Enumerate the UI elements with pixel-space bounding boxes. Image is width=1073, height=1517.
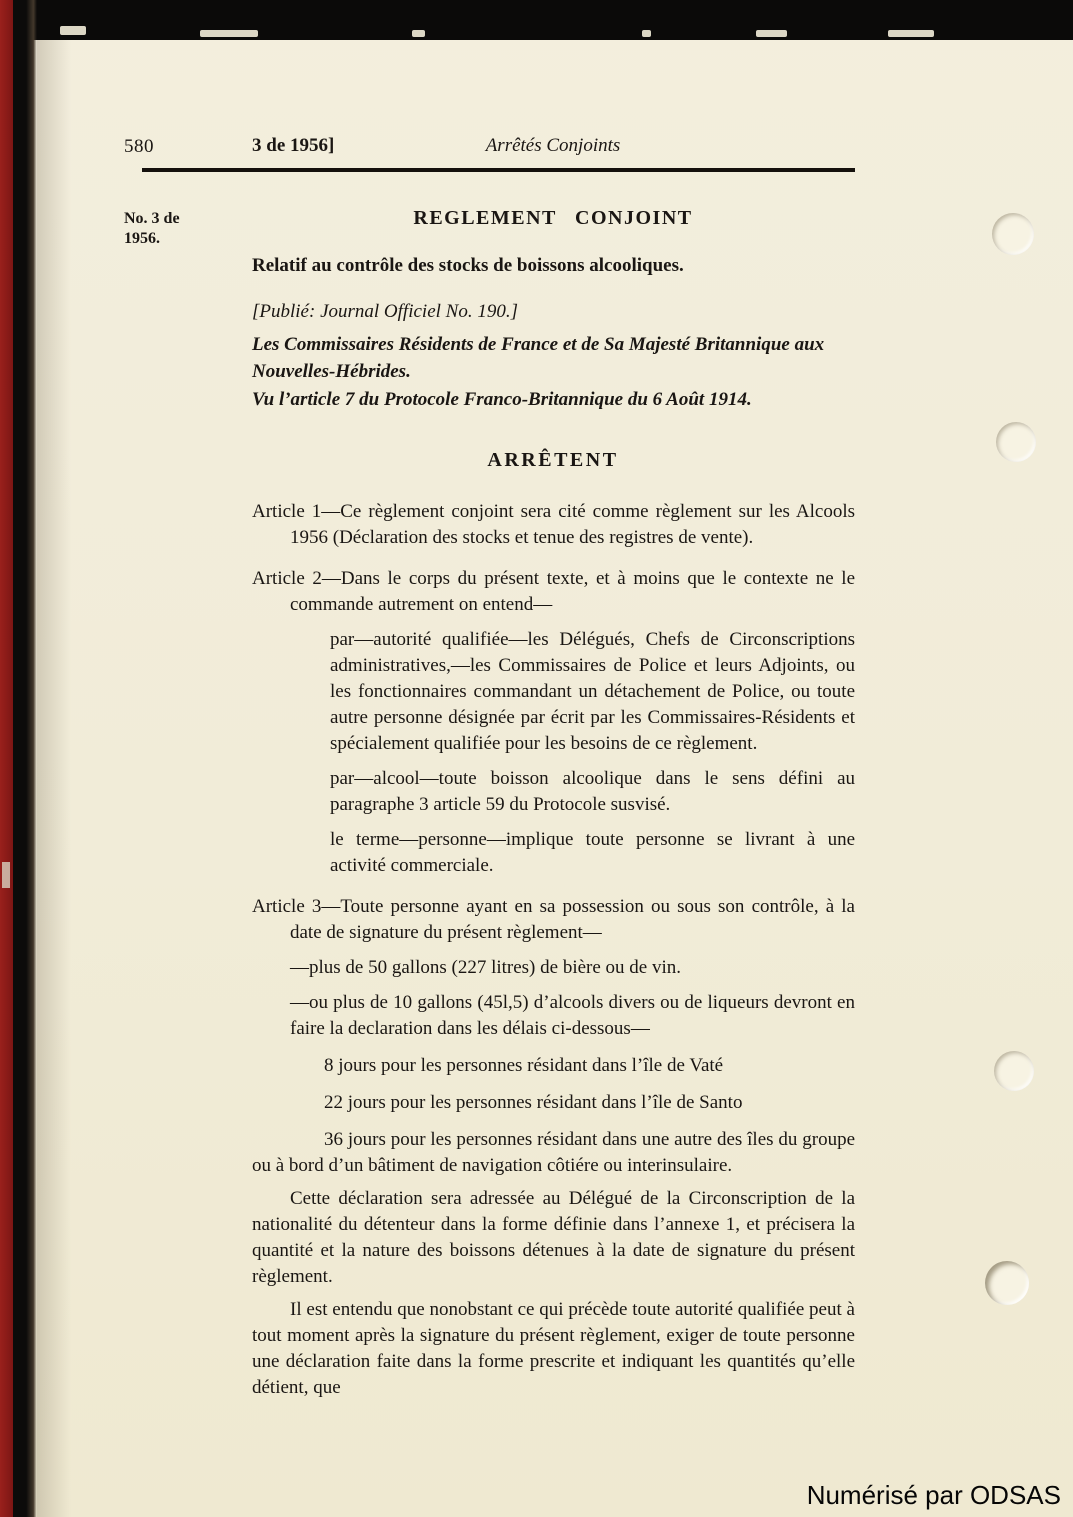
scan-artifact-dash	[888, 30, 934, 37]
article-1: Article 1—Ce règlement conjoint sera cité comme règlement sur les Alcools 1956 (Déclaration des stocks et tenue des registres de vente).	[252, 501, 855, 548]
header-journal-title: Arrêtés Conjoints	[485, 135, 621, 156]
paragraph-il-est-entendu: Il est entendu que nonobstant ce qui précède toute autorité qualifiée peut à tout moment après la signature du présent règlement, exiger de toute personne une déclaration faite dans la forme prescrite et indiquant les quantités qu’elle détient, que	[252, 1299, 855, 1398]
delai-vate: 8 jours pour les personnes résidant dans l’île de Vaté	[324, 1055, 724, 1076]
paper-fold-shadow	[37, 0, 71, 1517]
definition-alcool: par—alcool—toute boisson alcoolique dans le sens défini au paragraphe 3 article 59 du Protocole susvisé.	[330, 768, 855, 815]
document-subtitle: Relatif au contrôle des stocks de boissons alcooliques.	[252, 255, 684, 276]
commissioners-line: Les Commissaires Résidents de France et de Sa Majesté Britannique aux Nouvelles-Hébrides.	[252, 334, 825, 382]
scan-artifact-dash	[60, 26, 86, 35]
article-3: Article 3—Toute personne ayant en sa possession ou sous son contrôle, à la date de signature du présent règlement—	[252, 896, 855, 943]
scan-left-black-edge	[13, 0, 37, 1517]
scan-artifact-nick	[2, 862, 10, 888]
margin-note: No. 3 de 1956.	[124, 210, 180, 247]
document-body	[252, 484, 855, 1401]
scan-artifact-dash	[200, 30, 258, 37]
scan-left-red-edge	[0, 0, 13, 1517]
delai-santo: 22 jours pour les personnes résidant dans l’île de Santo	[324, 1092, 743, 1113]
item-alcools-divers: —ou plus de 10 gallons (45l,5) d’alcools divers ou de liqueurs devront en faire la declaration dans les délais ci-dessous—	[290, 992, 855, 1039]
punch-hole-2	[996, 422, 1036, 462]
preamble-vu-line: Vu l’article 7 du Protocole Franco-Britannique du 6 Août 1914.	[252, 389, 752, 410]
enactment-heading: ARRÊTENT	[487, 449, 619, 471]
scan-artifact-dash	[412, 30, 425, 37]
item-biere-vin: —plus de 50 gallons (227 litres) de bière ou de vin.	[290, 957, 682, 978]
article-2: Article 2—Dans le corps du présent texte, et à moins que le contexte ne le commande autrement on entend—	[252, 568, 855, 615]
scan-watermark: Numérisé par ODSAS	[806, 1480, 1061, 1510]
punch-hole-3	[994, 1051, 1034, 1091]
header-issue-number: 3 de 1956]	[252, 135, 335, 156]
definition-autorite-qualifiee: par—autorité qualifiée—les Délégués, Chefs de Circonscriptions administratives,—les Commissaires de Police et leurs Adjoints, ou les fonctionnaires commandant un détachement de Police, ou toute autre personne désignée par écrit par les Commissaires-Résidents et spécialement qualifiée pour les besoins de ce règlement.	[330, 629, 855, 754]
header-rule	[142, 168, 855, 172]
punch-hole-1	[992, 213, 1034, 255]
publication-reference: [Publié: Journal Officiel No. 190.]	[252, 301, 518, 322]
delai-autres-iles: 36 jours pour les personnes résidant dans une autre des îles du groupe ou à bord d’un bâtiment de navigation côtiére ou interinsulaire.	[252, 1129, 855, 1176]
paragraph-declaration-adressee: Cette déclaration sera adressée au Délégué de la Circonscription de la nationalité du détenteur dans la forme définie dans l’annexe 1, et précisera la quantité et la nature des boissons détenues à la date de signature du présent règlement.	[252, 1188, 855, 1287]
definition-personne: le terme—personne—implique toute personne se livrant à une activité commerciale.	[330, 829, 855, 876]
document-title: REGLEMENT CONJOINT	[413, 207, 693, 229]
scan-artifact-dash	[642, 30, 651, 37]
scan-top-edge	[0, 0, 1073, 40]
page-number: 580	[124, 136, 154, 157]
punch-hole-4	[985, 1261, 1029, 1305]
scan-artifact-dash	[756, 30, 787, 37]
